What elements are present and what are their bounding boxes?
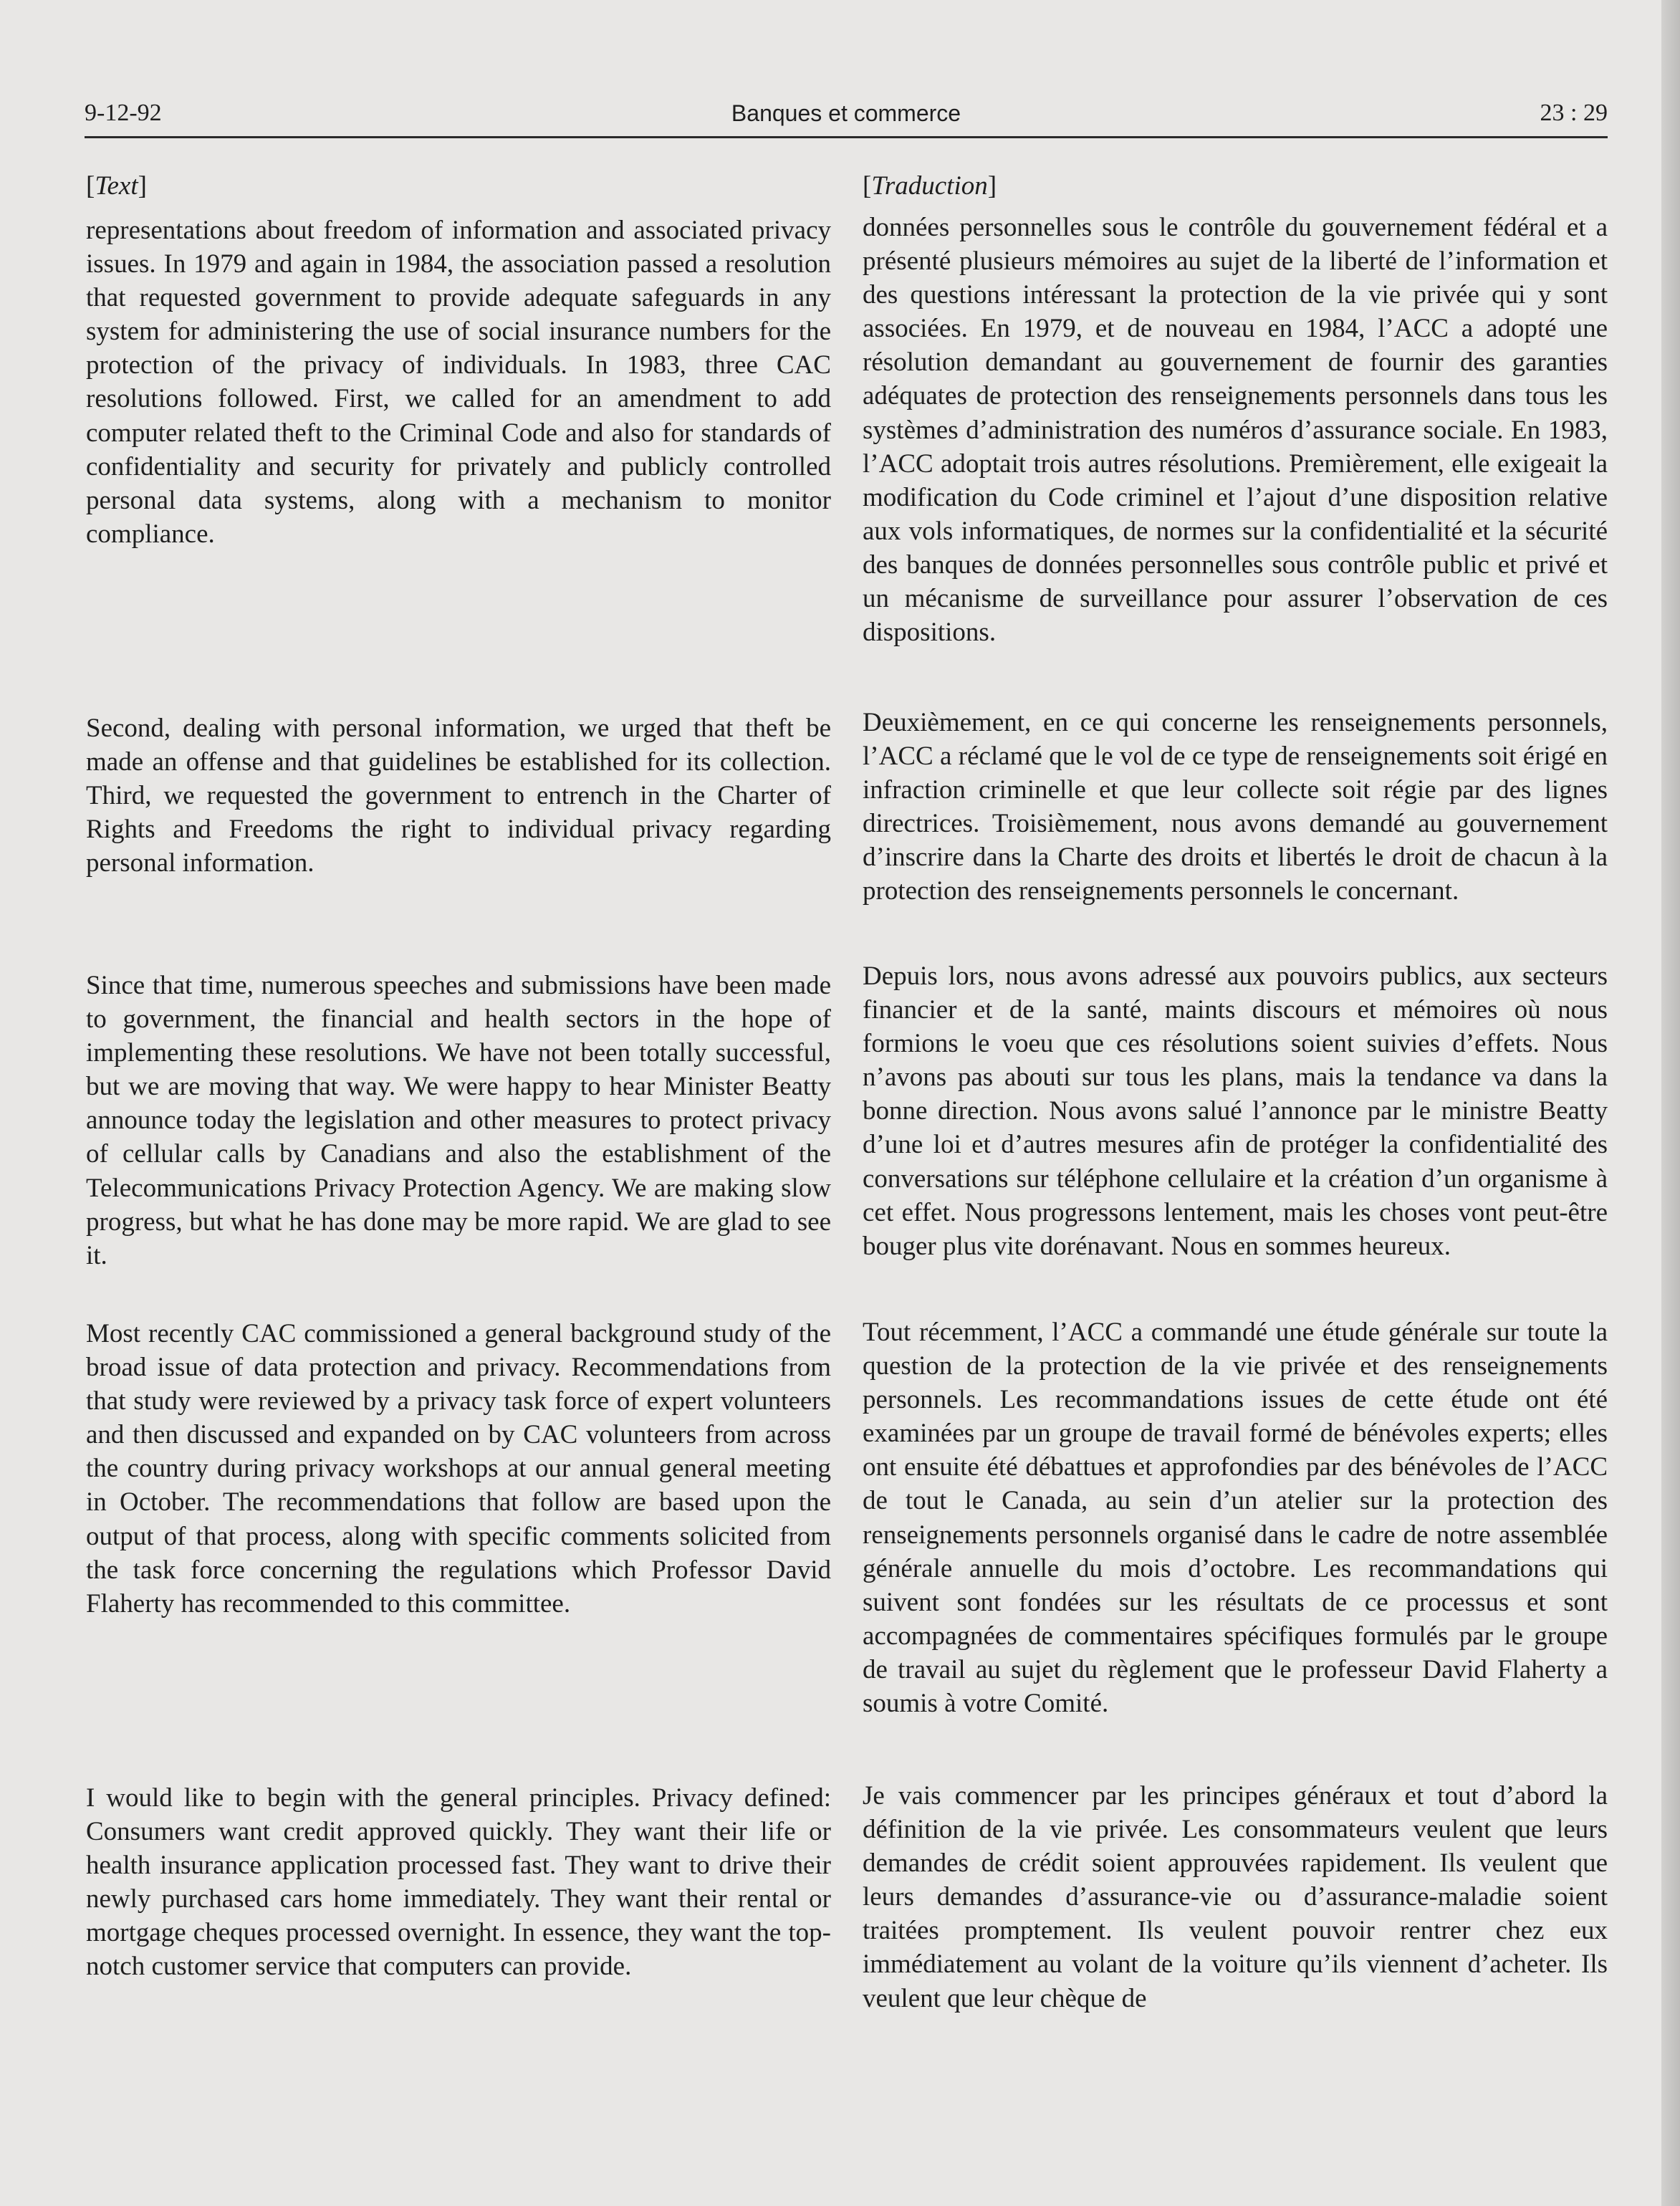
french-column bbox=[863, 169, 1608, 2013]
header-page-number: 23 : 29 bbox=[1540, 100, 1608, 126]
header-title: Banques et commerce bbox=[731, 100, 961, 126]
header-date: 9-12-92 bbox=[85, 100, 162, 126]
french-paragraph-2: Deuxièmement, en ce qui concerne les renseignements personnels, l’ACC a réclamé que le vol de ce type de renseignements soit érigé en infraction criminelle et que leur collecte soit régie par des lignes directrices. Troisièmement, nous avons demandé au gouvernement d’inscrire dans la Charte des droits et libertés le droit de chacun à la protection des renseignements personnels le concernant. bbox=[863, 708, 1608, 906]
english-paragraph-4: Most recently CAC commissioned a general background study of the broad issue of data protection and privacy. Recommendations from that study were reviewed by a privacy task force of expert volunteers and then discussed and expanded on by CAC volunteers from across the country during privacy workshops at our annual general meeting in October. The recommendations that follow are based upon the output of that process, along with specific comments solicited from the task force concerning the regulations which Professor David Flaherty has recommended to this committee. bbox=[86, 1319, 831, 1618]
column-label-text: [Text] bbox=[86, 171, 147, 201]
column-label-text-value: Text bbox=[95, 171, 138, 201]
column-label-traduction-value: Traduction bbox=[871, 171, 988, 201]
column-label-traduction: [Traduction] bbox=[863, 171, 997, 201]
page-edge-shadow bbox=[1661, 0, 1680, 2206]
page-header bbox=[85, 99, 1608, 138]
english-column bbox=[86, 169, 831, 1982]
english-paragraph-5: I would like to begin with the general principles. Privacy defined: Consumers want credit approved quickly. They want their life or health insurance application processed fast. They want to drive their newly purchased cars home immediately. They want their rental or mortgage cheques processed overnight. In essence, they want the top-notch customer service that computers can provide. bbox=[86, 1783, 831, 1982]
english-paragraph-1: representations about freedom of information and associated privacy issues. In 1979 and again in 1984, the association passed a resolution that requested government to provide adequate safeguards in any system for administering the use of social insurance numbers for the protection of the privacy of individuals. In 1983, three CAC resolutions followed. First, we called for an amendment to add computer related theft to the Criminal Code and also for standards of confidentiality and security for privately and publicly controlled personal data systems, along with a mechanism to monitor compliance. bbox=[86, 216, 831, 549]
french-paragraph-1: données personnelles sous le contrôle du gouvernement fédéral et a présenté plusieurs mémoires au sujet de la liberté de l’information et des questions intéressant la protection de la vie privée qui y sont associées. En 1979, et de nouveau en 1984, l’ACC a adopté une résolution demandant au gouvernement de fournir des garanties adéquates de protection des renseignements personnels dans tous les systèmes d’administration des numéros d’assurance sociale. En 1983, l’ACC adoptait trois autres résolutions. Premièrement, elle exigeait la modification du Code criminel et l’ajout d’une disposition relative aux vols informatiques, de normes sur la confidentialité et la sécurité des banques de données personnelles sous contrôle public et privé et un mécanisme de surveillance pour assurer l’observation de ces dispositions. bbox=[863, 213, 1608, 648]
english-paragraph-2: Second, dealing with personal information, we urged that theft be made an offense and that guidelines be established for its collection. Third, we requested the government to entrench in the Charter of Rights and Freedoms the right to individual privacy regarding personal information. bbox=[86, 714, 831, 878]
french-paragraph-4: Tout récemment, l’ACC a commandé une étude générale sur toute la question de la protection de la vie privée et des renseignements personnels. Les recommandations issues de cette étude ont été examinées par un groupe de travail formé de bénévoles experts; elles ont ensuite été débattues et approfondies par des bénévoles de l’ACC de tout le Canada, au sein d’un atelier sur la protection des renseignements personnels organisé dans le cadre de notre assemblée générale annuelle du mois d’octobre. Les recommandations qui suivent sont fondées sur les résultats de ce processus et sont accompagnées de commentaires spécifiques formulés par le groupe de travail au sujet du règlement que le professeur David Flaherty a soumis à votre Comité. bbox=[863, 1318, 1608, 1719]
french-paragraph-5: Je vais commencer par les principes généraux et tout d’abord la définition de la vie privée. Les consommateurs veulent que leurs demandes de crédit soient approuvées rapidement. Ils veulent que leurs demandes d’assurance-vie ou d’assurance-maladie soient traitées promptement. Ils veulent pouvoir rentrer chez eux immédiatement au volant de la voiture qu’ils viennent d’acheter. Ils veulent que leur chèque de bbox=[863, 1781, 1608, 2013]
english-paragraph-3: Since that time, numerous speeches and submissions have been made to government, the financial and health sectors in the hope of implementing these resolutions. We have not been totally successful, but we are moving that way. We were happy to hear Minister Beatty announce today the legislation and other measures to protect privacy of cellular calls by Canadians and also the establishment of the Telecommunications Privacy Protection Agency. We are making slow progress, but what he has done may be more rapid. We are glad to see it. bbox=[86, 971, 831, 1270]
french-paragraph-3: Depuis lors, nous avons adressé aux pouvoirs publics, aux secteurs financier et de la santé, maints discours et mémoires où nous formions le voeu que ces résolutions soient suivies d’effets. Nous n’avons pas abouti sur tous les plans, mais la tendance va dans la bonne direction. Nous avons salué l’annonce par le ministre Beatty d’une loi et d’autres mesures afin de protéger la confidentialité des conversations sur téléphone cellulaire et la création d’un organisme à cet effet. Nous progressons lentement, mais les choses vont peut-être bouger plus vite dorénavant. Nous en sommes heureux. bbox=[863, 961, 1608, 1261]
